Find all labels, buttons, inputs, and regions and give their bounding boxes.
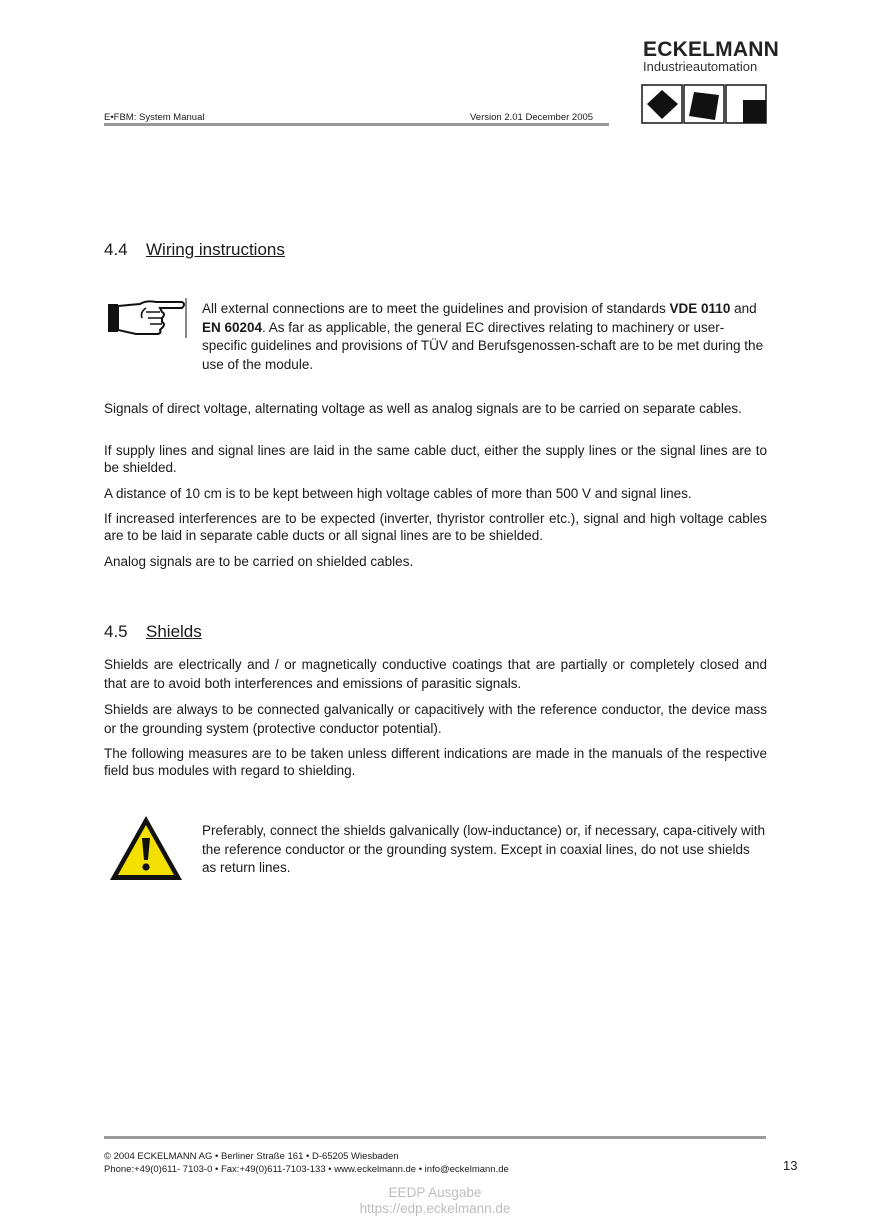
section-4-5-title: Shields	[146, 622, 202, 641]
wiring-note-text-3: . As far as applicable, the general EC directives relating to machinery or user-specific guidelines and provisions of TÜV and Berufsgenossen-schaft are to be met during the use of the module.	[202, 319, 764, 372]
paragraph: Signals of direct voltage, alternating voltage as well as analog signals are to be carried on separate cables.	[104, 401, 742, 416]
wiring-note	[202, 300, 767, 374]
paragraph: Analog signals are to be carried on shielded cables.	[104, 554, 414, 569]
section-4-4-number: 4.4	[104, 240, 128, 259]
shield-warning-text: Preferably, connect the shields galvanically (low-inductance) or, if necessary, capa-citively with the reference conductor or the grounding system. Except in coaxial lines, do not use shields as return lines.	[202, 823, 766, 875]
brand-name: ECKELMANN	[643, 38, 779, 61]
watermark-line-2: https://edp.eckelmann.de	[359, 1201, 511, 1216]
paragraph: Shields are always to be connected galvanically or capacitively with the reference conductor, the device mass or the grounding system (protective conductor potential).	[104, 702, 767, 736]
header-rule	[104, 123, 609, 126]
brand-subtitle: Industrieautomation	[643, 59, 758, 74]
wiring-note-standard-vde: VDE 0110	[669, 301, 731, 316]
section-4-5-number: 4.5	[104, 622, 128, 641]
footer-contact: Phone:+49(0)611- 7103-0 • Fax:+49(0)611-7103-133 • www.eckelmann.de • info@eckelmann.de	[104, 1164, 509, 1175]
wiring-note-text-1: All external connections are to meet the guidelines and provision of standards	[202, 301, 670, 316]
header-doc-title: E•FBM: System Manual	[104, 112, 205, 123]
pointing-hand-icon	[106, 296, 188, 340]
paragraph: If supply lines and signal lines are laid in the same cable duct, either the supply lines or the signal lines are to be shielded.	[104, 443, 767, 475]
wiring-note-standard-en: EN 60204	[202, 319, 263, 335]
footer-address: © 2004 ECKELMANN AG • Berliner Straße 161 • D-65205 Wiesbaden	[104, 1151, 399, 1162]
section-4-5-heading	[104, 622, 202, 642]
paragraph: Shields are electrically and / or magnetically conductive coatings that are partially or completely closed and that are to avoid both interferences and emissions of parasitic signals.	[104, 657, 767, 691]
header-version: Version 2.01 December 2005	[470, 112, 594, 123]
eckelmann-logo	[641, 84, 769, 126]
wiring-note-text-2: and	[730, 301, 757, 316]
watermark-line-1: EEDP Ausgabe	[388, 1185, 482, 1200]
paragraph: The following measures are to be taken unless different indications are made in the manuals of the respective field bus modules with regard to shielding.	[104, 746, 767, 778]
paragraph: A distance of 10 cm is to be kept between high voltage cables of more than 500 V and signal lines.	[104, 486, 692, 501]
footer-rule	[104, 1136, 766, 1139]
section-4-4-heading	[104, 240, 285, 260]
page-number: 13	[783, 1158, 798, 1173]
section-4-4-title: Wiring instructions	[146, 240, 285, 259]
warning-triangle-icon	[108, 814, 184, 882]
paragraph: If increased interferences are to be expected (inverter, thyristor controller etc.), signal and high voltage cables are to be laid in separate cable ducts or all signal lines are to be shielded.	[104, 511, 767, 543]
